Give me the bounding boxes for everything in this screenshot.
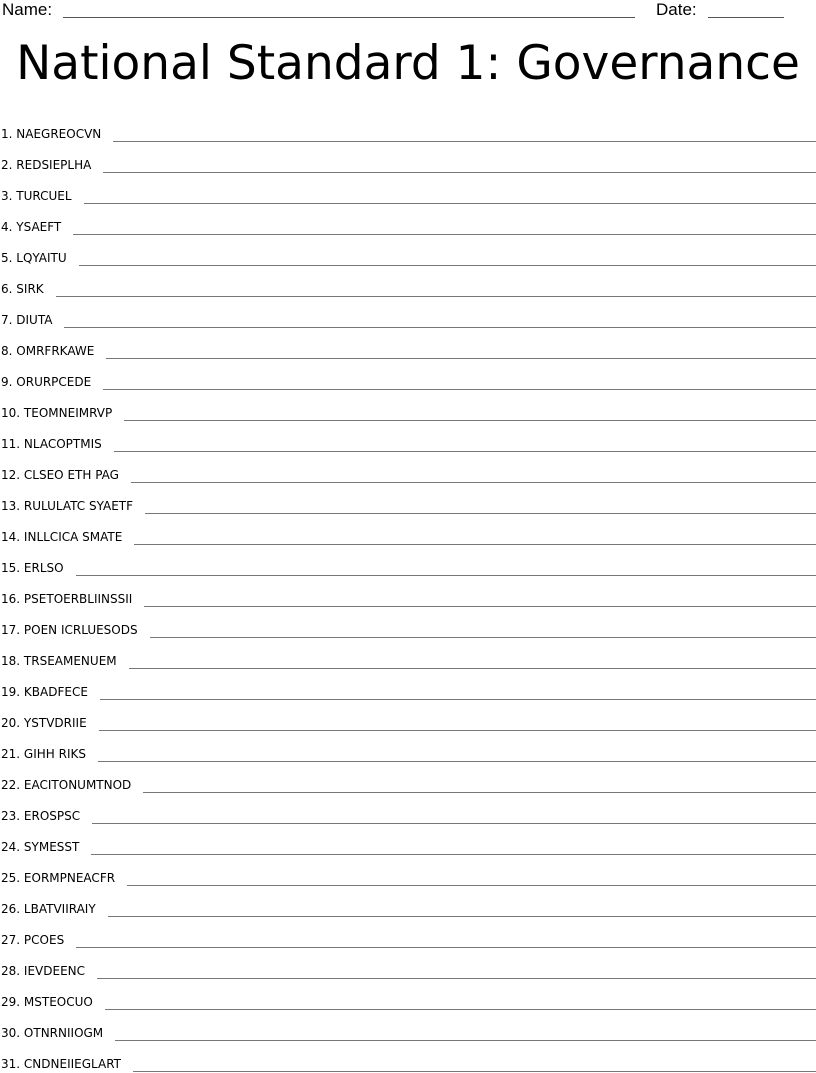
item-word: LQYAITU [16, 251, 67, 265]
item-number: 25. [1, 871, 21, 885]
item-number: 12. [1, 468, 21, 482]
item-word: POEN ICRLUESODS [23, 623, 138, 637]
item-word: RULULATC SYAETF [23, 499, 134, 513]
item-number: 5. [1, 251, 13, 265]
list-item [0, 360, 816, 391]
item-number: 11. [1, 437, 21, 451]
item-number: 29. [1, 995, 21, 1009]
item-number: 30. [1, 1026, 21, 1040]
item-number: 18. [1, 654, 21, 668]
item-word: YSTVDRIIE [23, 716, 87, 730]
scrambled-word [0, 809, 92, 825]
item-word: PCOES [23, 933, 65, 947]
item-number: 8. [1, 344, 13, 358]
item-word: ORURPCEDE [16, 375, 92, 389]
item-number: 20. [1, 716, 21, 730]
list-item [0, 1011, 816, 1042]
item-word: REDSIEPLHA [16, 158, 92, 172]
item-number: 9. [1, 375, 13, 389]
scrambled-word [0, 685, 100, 701]
scrambled-word [0, 344, 106, 360]
list-item [0, 732, 816, 763]
list-item [0, 515, 816, 546]
page-title: National Standard 1: Governance [16, 36, 800, 91]
item-number: 17. [1, 623, 21, 637]
item-word: CLSEO ETH PAG [23, 468, 119, 482]
scrambled-word [0, 313, 64, 329]
item-number: 27. [1, 933, 21, 947]
list-item [0, 298, 816, 329]
answer-line[interactable] [114, 451, 816, 452]
answer-line[interactable] [129, 668, 816, 669]
item-word: TURCUEL [16, 189, 72, 203]
answer-line[interactable] [133, 1071, 816, 1072]
item-number: 2. [1, 158, 13, 172]
answer-line[interactable] [76, 947, 816, 948]
answer-line[interactable] [92, 823, 816, 824]
scrambled-word [0, 251, 79, 267]
answer-line[interactable] [131, 482, 816, 483]
scrambled-word [0, 499, 145, 515]
scrambled-word [0, 778, 143, 794]
item-number: 26. [1, 902, 21, 916]
answer-line[interactable] [150, 637, 816, 638]
item-word: LBATVIIRAIY [23, 902, 96, 916]
item-word: CNDNEIIEGLART [23, 1057, 121, 1071]
item-word: INLLCICA SMATE [23, 530, 123, 544]
scrambled-word [0, 1057, 133, 1073]
list-item [0, 794, 816, 825]
list-item [0, 577, 816, 608]
item-word: OMRFRKAWE [16, 344, 95, 358]
list-item [0, 174, 816, 205]
list-item [0, 391, 816, 422]
list-item [0, 856, 816, 887]
item-word: SIRK [16, 282, 44, 296]
scrambled-word [0, 189, 84, 205]
item-number: 13. [1, 499, 21, 513]
item-word: TRSEAMENUEM [23, 654, 117, 668]
item-word: OTNRNIIOGM [23, 1026, 104, 1040]
answer-line[interactable] [98, 761, 816, 762]
list-item [0, 949, 816, 980]
answer-line[interactable] [105, 1009, 816, 1010]
item-word: EACITONUMTNOD [23, 778, 132, 792]
scrambled-word [0, 375, 103, 391]
list-item [0, 639, 816, 670]
item-word: IEVDEENC [23, 964, 86, 978]
item-word: KBADFECE [23, 685, 88, 699]
item-number: 28. [1, 964, 21, 978]
item-number: 7. [1, 313, 13, 327]
list-item [0, 112, 816, 143]
list-item [0, 484, 816, 515]
item-number: 15. [1, 561, 21, 575]
answer-line[interactable] [124, 420, 816, 421]
item-number: 24. [1, 840, 21, 854]
answer-line[interactable] [100, 699, 816, 700]
item-number: 22. [1, 778, 21, 792]
item-word: MSTEOCUO [23, 995, 93, 1009]
item-word: SYMESST [23, 840, 80, 854]
scrambled-word [0, 933, 76, 949]
scrambled-word [0, 840, 91, 856]
answer-line[interactable] [76, 575, 816, 576]
list-item [0, 267, 816, 298]
answer-line[interactable] [84, 203, 816, 204]
item-number: 31. [1, 1057, 21, 1071]
date-label: Date: [656, 0, 697, 19]
scrambled-word [0, 530, 134, 546]
item-number: 6. [1, 282, 13, 296]
answer-line[interactable] [103, 172, 816, 173]
list-item [0, 329, 816, 360]
name-label: Name: [2, 0, 53, 19]
answer-line[interactable] [64, 327, 816, 328]
scrambled-word [0, 902, 108, 918]
scrambled-word [0, 437, 114, 453]
list-item [0, 701, 816, 732]
answer-line[interactable] [73, 234, 816, 235]
item-word: NLACOPTMIS [23, 437, 102, 451]
item-word: YSAEFT [16, 220, 62, 234]
scrambled-word [0, 406, 124, 422]
word-scramble-list [0, 112, 816, 1073]
scrambled-word [0, 623, 150, 639]
answer-line[interactable] [145, 513, 816, 514]
scrambled-word [0, 1026, 115, 1042]
answer-line[interactable] [113, 141, 816, 142]
answer-line[interactable] [91, 854, 816, 855]
list-item [0, 453, 816, 484]
answer-line[interactable] [106, 358, 816, 359]
scrambled-word [0, 716, 99, 732]
list-item [0, 918, 816, 949]
answer-line[interactable] [79, 265, 816, 266]
item-number: 16. [1, 592, 21, 606]
name-answer-line[interactable] [63, 17, 635, 18]
scrambled-word [0, 158, 103, 174]
item-word: ERLSO [23, 561, 64, 575]
list-item [0, 236, 816, 267]
answer-line[interactable] [103, 389, 816, 390]
item-number: 23. [1, 809, 21, 823]
list-item [0, 980, 816, 1011]
scrambled-word [0, 561, 76, 577]
answer-line[interactable] [97, 978, 816, 979]
list-item [0, 1042, 816, 1073]
item-number: 19. [1, 685, 21, 699]
list-item [0, 422, 816, 453]
item-number: 4. [1, 220, 13, 234]
item-number: 10. [1, 406, 21, 420]
item-word: EORMPNEACFR [23, 871, 116, 885]
item-word: PSETOERBLIINSSII [23, 592, 133, 606]
list-item [0, 205, 816, 236]
list-item [0, 763, 816, 794]
answer-line[interactable] [134, 544, 816, 545]
scrambled-word [0, 282, 56, 298]
scrambled-word [0, 747, 98, 763]
scrambled-word [0, 127, 113, 143]
answer-line[interactable] [143, 792, 816, 793]
answer-line[interactable] [56, 296, 816, 297]
item-number: 1. [1, 127, 13, 141]
scrambled-word [0, 220, 73, 236]
scrambled-word [0, 995, 105, 1011]
list-item [0, 143, 816, 174]
answer-line[interactable] [144, 606, 816, 607]
list-item [0, 546, 816, 577]
scrambled-word [0, 654, 129, 670]
answer-line[interactable] [108, 916, 816, 917]
item-number: 14. [1, 530, 21, 544]
item-word: EROSPSC [23, 809, 81, 823]
answer-line[interactable] [99, 730, 816, 731]
item-word: NAEGREOCVN [16, 127, 102, 141]
date-answer-line[interactable] [708, 17, 784, 18]
list-item [0, 887, 816, 918]
scrambled-word [0, 592, 144, 608]
item-number: 3. [1, 189, 13, 203]
item-word: TEOMNEIMRVP [23, 406, 113, 420]
worksheet-header [0, 0, 816, 24]
scrambled-word [0, 468, 131, 484]
answer-line[interactable] [115, 1040, 816, 1041]
list-item [0, 825, 816, 856]
scrambled-word [0, 871, 127, 887]
scrambled-word [0, 964, 97, 980]
list-item [0, 670, 816, 701]
item-word: GIHH RIKS [23, 747, 86, 761]
list-item [0, 608, 816, 639]
answer-line[interactable] [127, 885, 816, 886]
item-word: DIUTA [16, 313, 53, 327]
item-number: 21. [1, 747, 21, 761]
